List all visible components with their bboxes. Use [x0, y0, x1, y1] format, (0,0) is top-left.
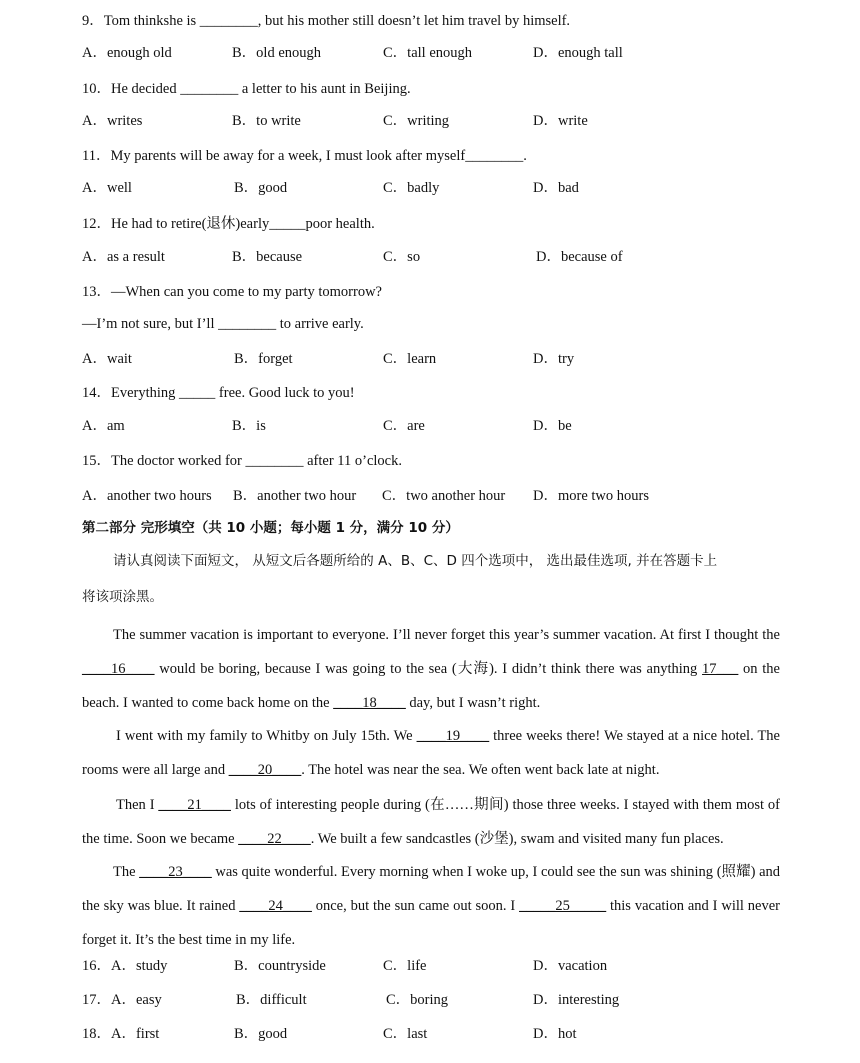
- cloze-16-option-a: 16．A．study: [82, 958, 168, 974]
- q14-option-b: B．is: [232, 418, 266, 434]
- blank-18: ____18____: [333, 695, 406, 711]
- blank-25: _____25_____: [519, 898, 607, 914]
- passage-paragraph-1: The summer vacation is important to everyone. I’ll never forget this year’s summer vacation. At first I thought the ____16____ would be boring, because I was going to the sea (大海). I didn’t think there was anything 17___ on the beach. I wanted to come back home on the ____18____ day, but I wasn’t right.: [82, 627, 780, 711]
- blank-24: ____24____: [239, 898, 312, 914]
- question-13: 13．—When can you come to my party tomorrow?: [82, 284, 382, 300]
- q14-option-c: C．are: [383, 418, 425, 434]
- cloze-18-option-b: B．good: [234, 1026, 288, 1042]
- cloze-16-option-c: C．life: [383, 958, 427, 974]
- q9-option-a: A．enough old: [82, 45, 172, 61]
- cloze-17-option-c: C．boring: [386, 992, 449, 1008]
- cloze-17-option-a: 17．A．easy: [82, 992, 162, 1008]
- q13-option-b: B．forget: [234, 351, 293, 367]
- q9-option-c: C．tall enough: [383, 45, 473, 61]
- section-2-instruction-cont: 将该项涂黑。: [82, 589, 163, 605]
- q14-option-d: D．be: [533, 418, 572, 434]
- cloze-17-option-b: B．difficult: [236, 992, 307, 1008]
- blank-20: ____20____: [228, 762, 302, 778]
- q15-option-b: B．another two hour: [233, 488, 357, 504]
- blank-23: ____23____: [139, 864, 212, 880]
- q12-option-a: A．as a result: [82, 249, 165, 265]
- passage-paragraph-4: The ____23____ was quite wonderful. Every morning when I woke up, I could see the sun was shining (照耀) and the sky was blue. It rained ____24____ once, but the sun came out soon. I _____25_____ this vacation and I will never forget it. It’s the best time in my life.: [82, 864, 781, 948]
- question-11: 11．My parents will be away for a week, I must look after myself________.: [82, 148, 527, 164]
- question-9: 9．Tom thinkshe is ________, but his mother still doesn’t let him travel by himself.: [82, 13, 571, 29]
- q12-option-c: C．so: [383, 249, 421, 265]
- q9-option-b: B．old enough: [232, 45, 322, 61]
- q13-option-d: D．try: [533, 351, 575, 367]
- passage-paragraph-3: Then I ____21____ lots of interesting people during (在……期间) those three weeks. I stayed with them most of the time. Soon we became ____22____. We built a few sandcastles (沙堡), swam and visited many fun places.: [82, 797, 780, 847]
- q11-option-b: B．good: [234, 180, 288, 196]
- question-13-reply: —I’m not sure, but I’ll ________ to arrive early.: [82, 316, 364, 332]
- q13-option-a: A．wait: [82, 351, 132, 367]
- q9-option-d: D．enough tall: [533, 45, 623, 61]
- q12-option-b: B．because: [232, 249, 303, 265]
- cloze-17-option-d: D．interesting: [533, 992, 620, 1008]
- question-10: 10．He decided ________ a letter to his aunt in Beijing.: [82, 81, 411, 97]
- q11-option-d: D．bad: [533, 180, 579, 196]
- q10-option-c: C．writing: [383, 113, 450, 129]
- question-12: 12．He had to retire(退休)early_____poor health.: [82, 216, 375, 232]
- section-2-instruction: 请认真阅读下面短文， 从短文后各题所给的 A、B、C、D 四个选项中， 选出最佳选项, 并在答题卡上: [113, 553, 718, 569]
- q15-option-c: C．two another hour: [382, 488, 506, 504]
- q14-option-a: A．am: [82, 418, 125, 434]
- question-15: 15．The doctor worked for ________ after 11 o’clock.: [82, 453, 402, 469]
- cloze-18-option-d: D．hot: [533, 1026, 577, 1042]
- blank-17: 17___: [702, 661, 739, 677]
- cloze-18-option-a: 18．A．first: [82, 1026, 160, 1042]
- cloze-16-option-b: B．countryside: [234, 958, 326, 974]
- q10-option-a: A．writes: [82, 113, 143, 129]
- blank-22: ____22____: [238, 831, 311, 847]
- blank-16: ____16____: [82, 661, 155, 677]
- q15-option-d: D．more two hours: [533, 488, 649, 504]
- q11-option-a: A．well: [82, 180, 132, 196]
- cloze-16-option-d: D．vacation: [533, 958, 608, 974]
- cloze-18-option-c: C．last: [383, 1026, 428, 1042]
- passage-paragraph-2: I went with my family to Whitby on July 15th. We ____19____ three weeks there! We stayed at a nice hotel. The rooms were all large and ____20____. The hotel was near the sea. We often went back late at night.: [82, 728, 780, 778]
- q15-option-a: A．another two hours: [82, 488, 212, 504]
- q11-option-c: C．badly: [383, 180, 440, 196]
- section-2-heading: 第二部分 完形填空（共 10 小题；每小题 1 分，满分 10 分）: [82, 520, 459, 536]
- q10-option-d: D．write: [533, 113, 588, 129]
- question-14: 14．Everything _____ free. Good luck to you!: [82, 385, 355, 401]
- q13-option-c: C．learn: [383, 351, 437, 367]
- blank-19: ____19____: [416, 728, 490, 744]
- blank-21: ____21____: [158, 797, 231, 813]
- q12-option-d: D．because of: [536, 249, 623, 265]
- q10-option-b: B．to write: [232, 113, 301, 129]
